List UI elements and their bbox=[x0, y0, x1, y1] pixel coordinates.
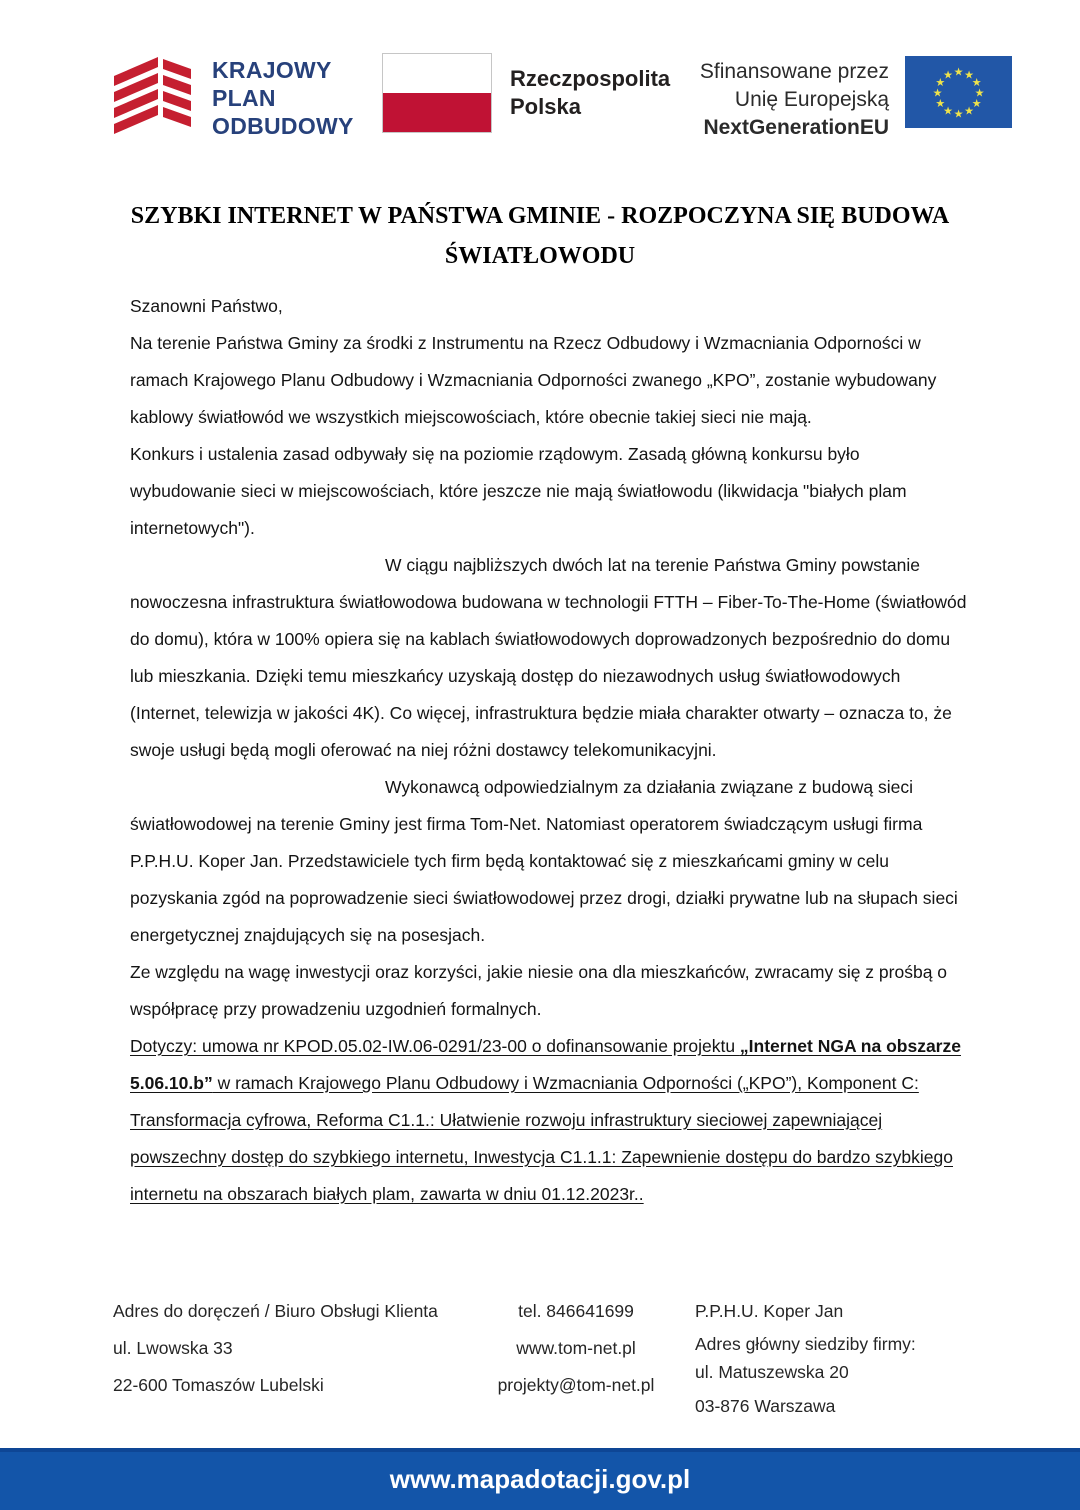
reference-suffix: w ramach Krajowego Planu Odbudowy i Wzmacniania Odporności („KPO”), Komponent C: Transformacja cyfrowa, Reforma C1.1.: Ułatwienie rozwoju infrastruktury sieciowej zapewniającej powszechny dostęp do szybkiego internetu, Inwestycja C1.1.1: Zapewnienie dostępu do bardzo szybkiego internetu na obszarach białych plam, zawarta w dniu 01.12.2023r.. bbox=[130, 1073, 953, 1204]
svg-text:★: ★ bbox=[971, 76, 982, 89]
footer-address-line: ul. Lwowska 33 bbox=[113, 1338, 233, 1358]
poland-flag-icon bbox=[382, 53, 492, 133]
paragraph-1: Na terenie Państwa Gminy za środki z Instrumentu na Rzecz Odbudowy i Wzmacniania Odporności w ramach Krajowego Planu Odbudowy i Wzmacniania Odporności zwanego „KPO”, zostanie wybudowany kablowy światłowód we wszystkich miejscowościach, które obecnie takiej sieci nie mają. bbox=[130, 333, 937, 427]
letter-body bbox=[130, 288, 970, 1213]
page-title: SZYBKI INTERNET W PAŃSTWA GMINIE - ROZPOCZYNA SIĘ BUDOWA ŚWIATŁOWODU bbox=[130, 203, 950, 269]
kpo-building-icon bbox=[106, 50, 198, 145]
paragraph-4: Wykonawcą odpowiedzialnym za działania związane z budową sieci światłowodowej na terenie Gminy jest firma Tom-Net. Natomiast operatorem świadczącym usługi firma P.P.H.U. Koper Jan. Przedstawiciele tych firm będą kontaktować się z mieszkańcami gminy w celu pozyskania zgód na poprowadzenie sieci światłowodowej przez drogi, działki prywatne lub na słupach sieci energetycznej znajdujących się na posesjach. bbox=[130, 777, 958, 945]
footer-website: www.tom-net.pl bbox=[516, 1338, 636, 1358]
poland-line-1: Rzeczpospolita bbox=[510, 66, 671, 91]
svg-text:★: ★ bbox=[964, 104, 974, 118]
svg-text:★: ★ bbox=[943, 68, 953, 82]
salutation: Szanowni Państwo, bbox=[130, 296, 283, 316]
agreement-reference bbox=[130, 1028, 970, 1213]
paragraph-2: Konkurs i ustalenia zasad odbywały się na poziomie rządowym. Zasadą główną konkursu było wybudowanie sieci w miejscowościach, które jeszcze nie mają światłowodu (likwidacja "białych plam internetowych"). bbox=[130, 444, 907, 538]
footer-address-column bbox=[113, 1293, 438, 1404]
bottom-url-bar bbox=[0, 1448, 1080, 1510]
footer-phone: tel. 846641699 bbox=[518, 1301, 634, 1321]
paragraph-3: W ciągu najbliższych dwóch lat na terenie Państwa Gminy powstanie nowoczesna infrastruktura światłowodowa budowana w technologii FTTH – Fiber-To-The-Home (światłowód do domu), która w 100% opiera się na kablach światłowodowych doprowadzonych bezpośrednio do domu lub mieszkania. Dzięki temu mieszkańcy uzyskają dostęp do niezawodnych usług światłowodowych (Internet, telewizja w jakości 4K). Co więcej, infrastruktura będzie miała charakter otwarty – oznacza to, że swoje usługi będą mogli oferować na niej różni dostawcy telekomunikacyjni. bbox=[130, 555, 967, 760]
poland-logo-block bbox=[382, 53, 670, 133]
map-dotacji-url: www.mapadotacji.gov.pl bbox=[389, 1464, 691, 1494]
footer-company-column bbox=[695, 1293, 916, 1421]
footer-company-line: 03-876 Warszawa bbox=[695, 1396, 836, 1416]
svg-text:★: ★ bbox=[964, 68, 974, 82]
footer-address-line: 22-600 Tomaszów Lubelski bbox=[113, 1375, 324, 1395]
footer-company-line: ul. Matuszewska 20 bbox=[695, 1362, 849, 1382]
footer-company-line: Adres główny siedziby firmy: bbox=[695, 1334, 916, 1354]
footer-contact-column bbox=[448, 1293, 704, 1404]
reference-prefix: Dotyczy: umowa nr KPOD.05.02-IW.06-0291/23-00 o dofinansowanie projektu bbox=[130, 1036, 740, 1056]
paragraph-5: Ze względu na wagę inwestycji oraz korzyści, jakie niesie ona dla mieszkańców, zwracamy się z prośbą o współpracę przy prowadzeniu uzgodnień formalnych. bbox=[130, 962, 948, 1019]
svg-text:★: ★ bbox=[935, 76, 946, 89]
svg-text:★: ★ bbox=[935, 97, 946, 110]
eu-funding-block bbox=[630, 56, 1012, 142]
eu-funding-label bbox=[700, 56, 889, 142]
svg-text:★: ★ bbox=[974, 86, 985, 100]
eu-flag-icon bbox=[905, 56, 1012, 133]
footer-email: projekty@tom-net.pl bbox=[497, 1375, 655, 1395]
kpo-logo-block bbox=[106, 50, 354, 145]
svg-text:★: ★ bbox=[953, 107, 964, 121]
svg-text:★: ★ bbox=[953, 65, 964, 79]
footer-address-line: Adres do doręczeń / Biuro Obsługi Klienta bbox=[113, 1301, 438, 1321]
eu-line-1: Sfinansowane przez bbox=[699, 60, 889, 83]
svg-text:★: ★ bbox=[932, 86, 943, 100]
kpo-logo-text bbox=[212, 56, 354, 140]
footer-company-name: P.P.H.U. Koper Jan bbox=[695, 1301, 844, 1321]
reference-project-name: „Internet NGA na obszarze 5.06.10.b” bbox=[130, 1036, 961, 1093]
svg-text:★: ★ bbox=[971, 97, 982, 110]
kpo-line-2: PLAN bbox=[212, 84, 276, 111]
eu-line-2: Unię Europejską bbox=[734, 88, 889, 111]
kpo-line-3: ODBUDOWY bbox=[212, 112, 354, 139]
poland-line-2: Polska bbox=[510, 94, 581, 119]
svg-text:★: ★ bbox=[943, 104, 953, 118]
kpo-line-1: KRAJOWY bbox=[212, 56, 332, 83]
eu-line-3: NextGenerationEU bbox=[703, 116, 889, 139]
